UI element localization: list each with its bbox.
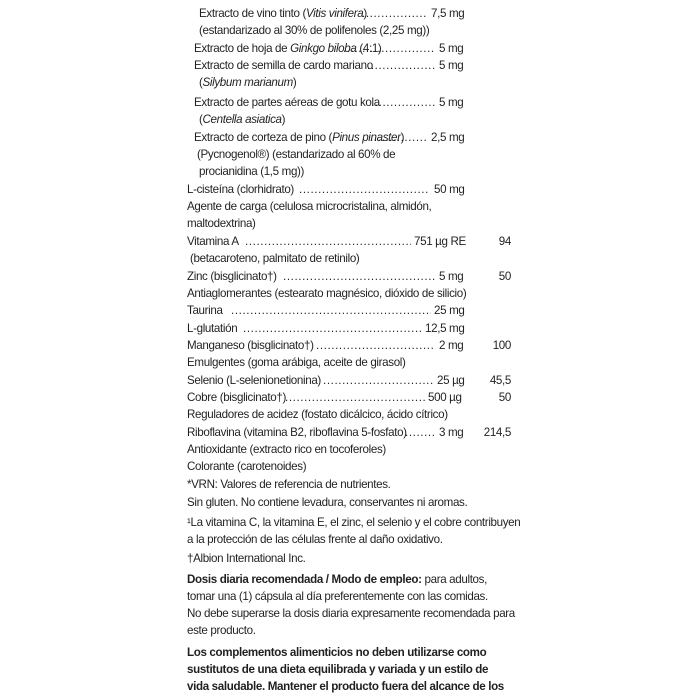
emulsifiers: Emulgentes (goma arábiga, aceite de girasol) (187, 356, 406, 369)
ingredient-pine-bark: Extracto de corteza de pino (Pinus pinaster) (194, 131, 405, 144)
anticaking-agents: Antiaglomerantes (estearato magnésico, dióxido de silicio) (187, 287, 467, 300)
health-claim-footnote: ¹La vitamina C, la vitamina E, el zinc, el selenio y el cobre contribuyen (187, 516, 521, 529)
ingredient-note: (Pycnogenol®) (estandarizado al 60% de (197, 148, 396, 161)
amount: 2 mg (439, 339, 464, 352)
ingredient-milk-thistle: Extracto de semilla de cardo mariano (194, 59, 373, 72)
ingredient-glutathione: L-glutatión (187, 322, 238, 335)
amount: 5 mg (439, 96, 464, 109)
ingredient-zinc: Zinc (bisglicinato†) (187, 270, 277, 283)
amount: 12,5 mg (425, 322, 465, 335)
ingredient-l-cysteine: L-cisteína (clorhidrato) (187, 183, 294, 196)
ingredient-latin-name: (Centella asiatica) (199, 113, 286, 126)
ingredient-riboflavin: Riboflavina (vitamina B2, riboflavina 5-fosfato) (187, 426, 407, 439)
antioxidant: Antioxidante (extracto rico en tocoferoles) (187, 443, 386, 456)
leader-dots (323, 372, 433, 389)
albion-footnote: †Albion International Inc. (187, 552, 306, 565)
leader-dots (285, 389, 425, 406)
dosage-instructions: este producto. (187, 624, 256, 637)
colorant: Colorante (carotenoides) (187, 460, 307, 473)
vrn-footnote: *VRN: Valores de referencia de nutrientes. (187, 478, 391, 491)
amount: 7,5 mg (431, 7, 465, 20)
vrn-value: 94 (498, 235, 511, 248)
ingredient-gotu-kola: Extracto de partes aéreas de gotu kola (194, 96, 380, 109)
ingredient-vitamin-a: Vitamina A (187, 235, 239, 248)
dosage-instructions: tomar una (1) cápsula al día preferentemente con las comidas. (187, 590, 488, 603)
leader-dots (367, 57, 435, 74)
acidity-regulators: Reguladores de acidez (fostato dicálcico, ácido cítrico) (187, 408, 448, 421)
amount: 751 µg RE (414, 235, 466, 248)
vrn-value: 214,5 (483, 426, 511, 439)
leader-dots (283, 268, 436, 285)
warning-text: sustitutos de una dieta equilibrada y variada y un estilo de (187, 663, 489, 676)
amount: 50 mg (434, 183, 465, 196)
leader-dots (370, 129, 426, 146)
leader-dots (245, 233, 411, 250)
amount: 5 mg (439, 270, 464, 283)
leader-dots (316, 337, 435, 354)
leader-dots (299, 181, 429, 198)
vrn-value: 45,5 (489, 374, 511, 387)
vrn-value: 100 (492, 339, 511, 352)
vrn-value: 50 (498, 391, 511, 404)
leader-dots (343, 40, 435, 57)
leader-dots (362, 5, 426, 22)
amount: 500 µg (428, 391, 462, 404)
dosage-instructions: Dosis diaria recomendada / Modo de empleo: para adultos, (187, 573, 487, 586)
amount: 3 mg (439, 426, 464, 439)
vrn-value: 50 (498, 270, 511, 283)
ingredient-note: (betacaroteno, palmitato de retinilo) (190, 252, 360, 265)
bulking-agent: maltodextrina) (187, 217, 256, 230)
leader-dots (405, 424, 435, 441)
amount: 25 mg (434, 304, 465, 317)
ingredient-copper: Cobre (bisglicinato†) (187, 391, 286, 404)
ingredient-note: (estandarizado al 30% de polifenoles (2,25 mg)) (199, 24, 430, 37)
ingredient-manganese: Manganeso (bisglicinato†) (187, 339, 314, 352)
warning-text: vida saludable. Mantener el producto fuera del alcance de los (187, 680, 504, 693)
leader-dots (243, 320, 422, 337)
amount: 5 mg (439, 42, 464, 55)
amount: 5 mg (439, 59, 464, 72)
ingredient-ginkgo: Extracto de hoja de Ginkgo biloba (4:1) (194, 42, 382, 55)
ingredient-red-wine: Extracto de vino tinto (Vitis vinifera) (199, 7, 367, 20)
ingredient-selenium: Selenio (L-selenionetionina) (187, 374, 321, 387)
health-claim-footnote: a la protección de las células frente al daño oxidativo. (187, 533, 443, 546)
ingredient-note: procianidina (1,5 mg)) (199, 165, 305, 178)
leader-dots (231, 302, 431, 319)
ingredient-latin-name: (Silybum marianum) (199, 76, 297, 89)
ingredient-taurine: Taurina (187, 304, 223, 317)
amount: 2,5 mg (431, 131, 465, 144)
gluten-free-note: Sin gluten. No contiene levadura, conservantes ni aromas. (187, 496, 468, 509)
dosage-heading: Dosis diaria recomendada / Modo de empleo: (187, 573, 422, 586)
warning-text: Los complementos alimenticios no deben utilizarse como (187, 646, 487, 659)
bulking-agent: Agente de carga (celulosa microcristalina, almidón, (187, 200, 432, 213)
amount: 25 µg (437, 374, 465, 387)
leader-dots (371, 94, 435, 111)
dosage-instructions: No debe superarse la dosis diaria expresamente recomendada para (187, 607, 515, 620)
